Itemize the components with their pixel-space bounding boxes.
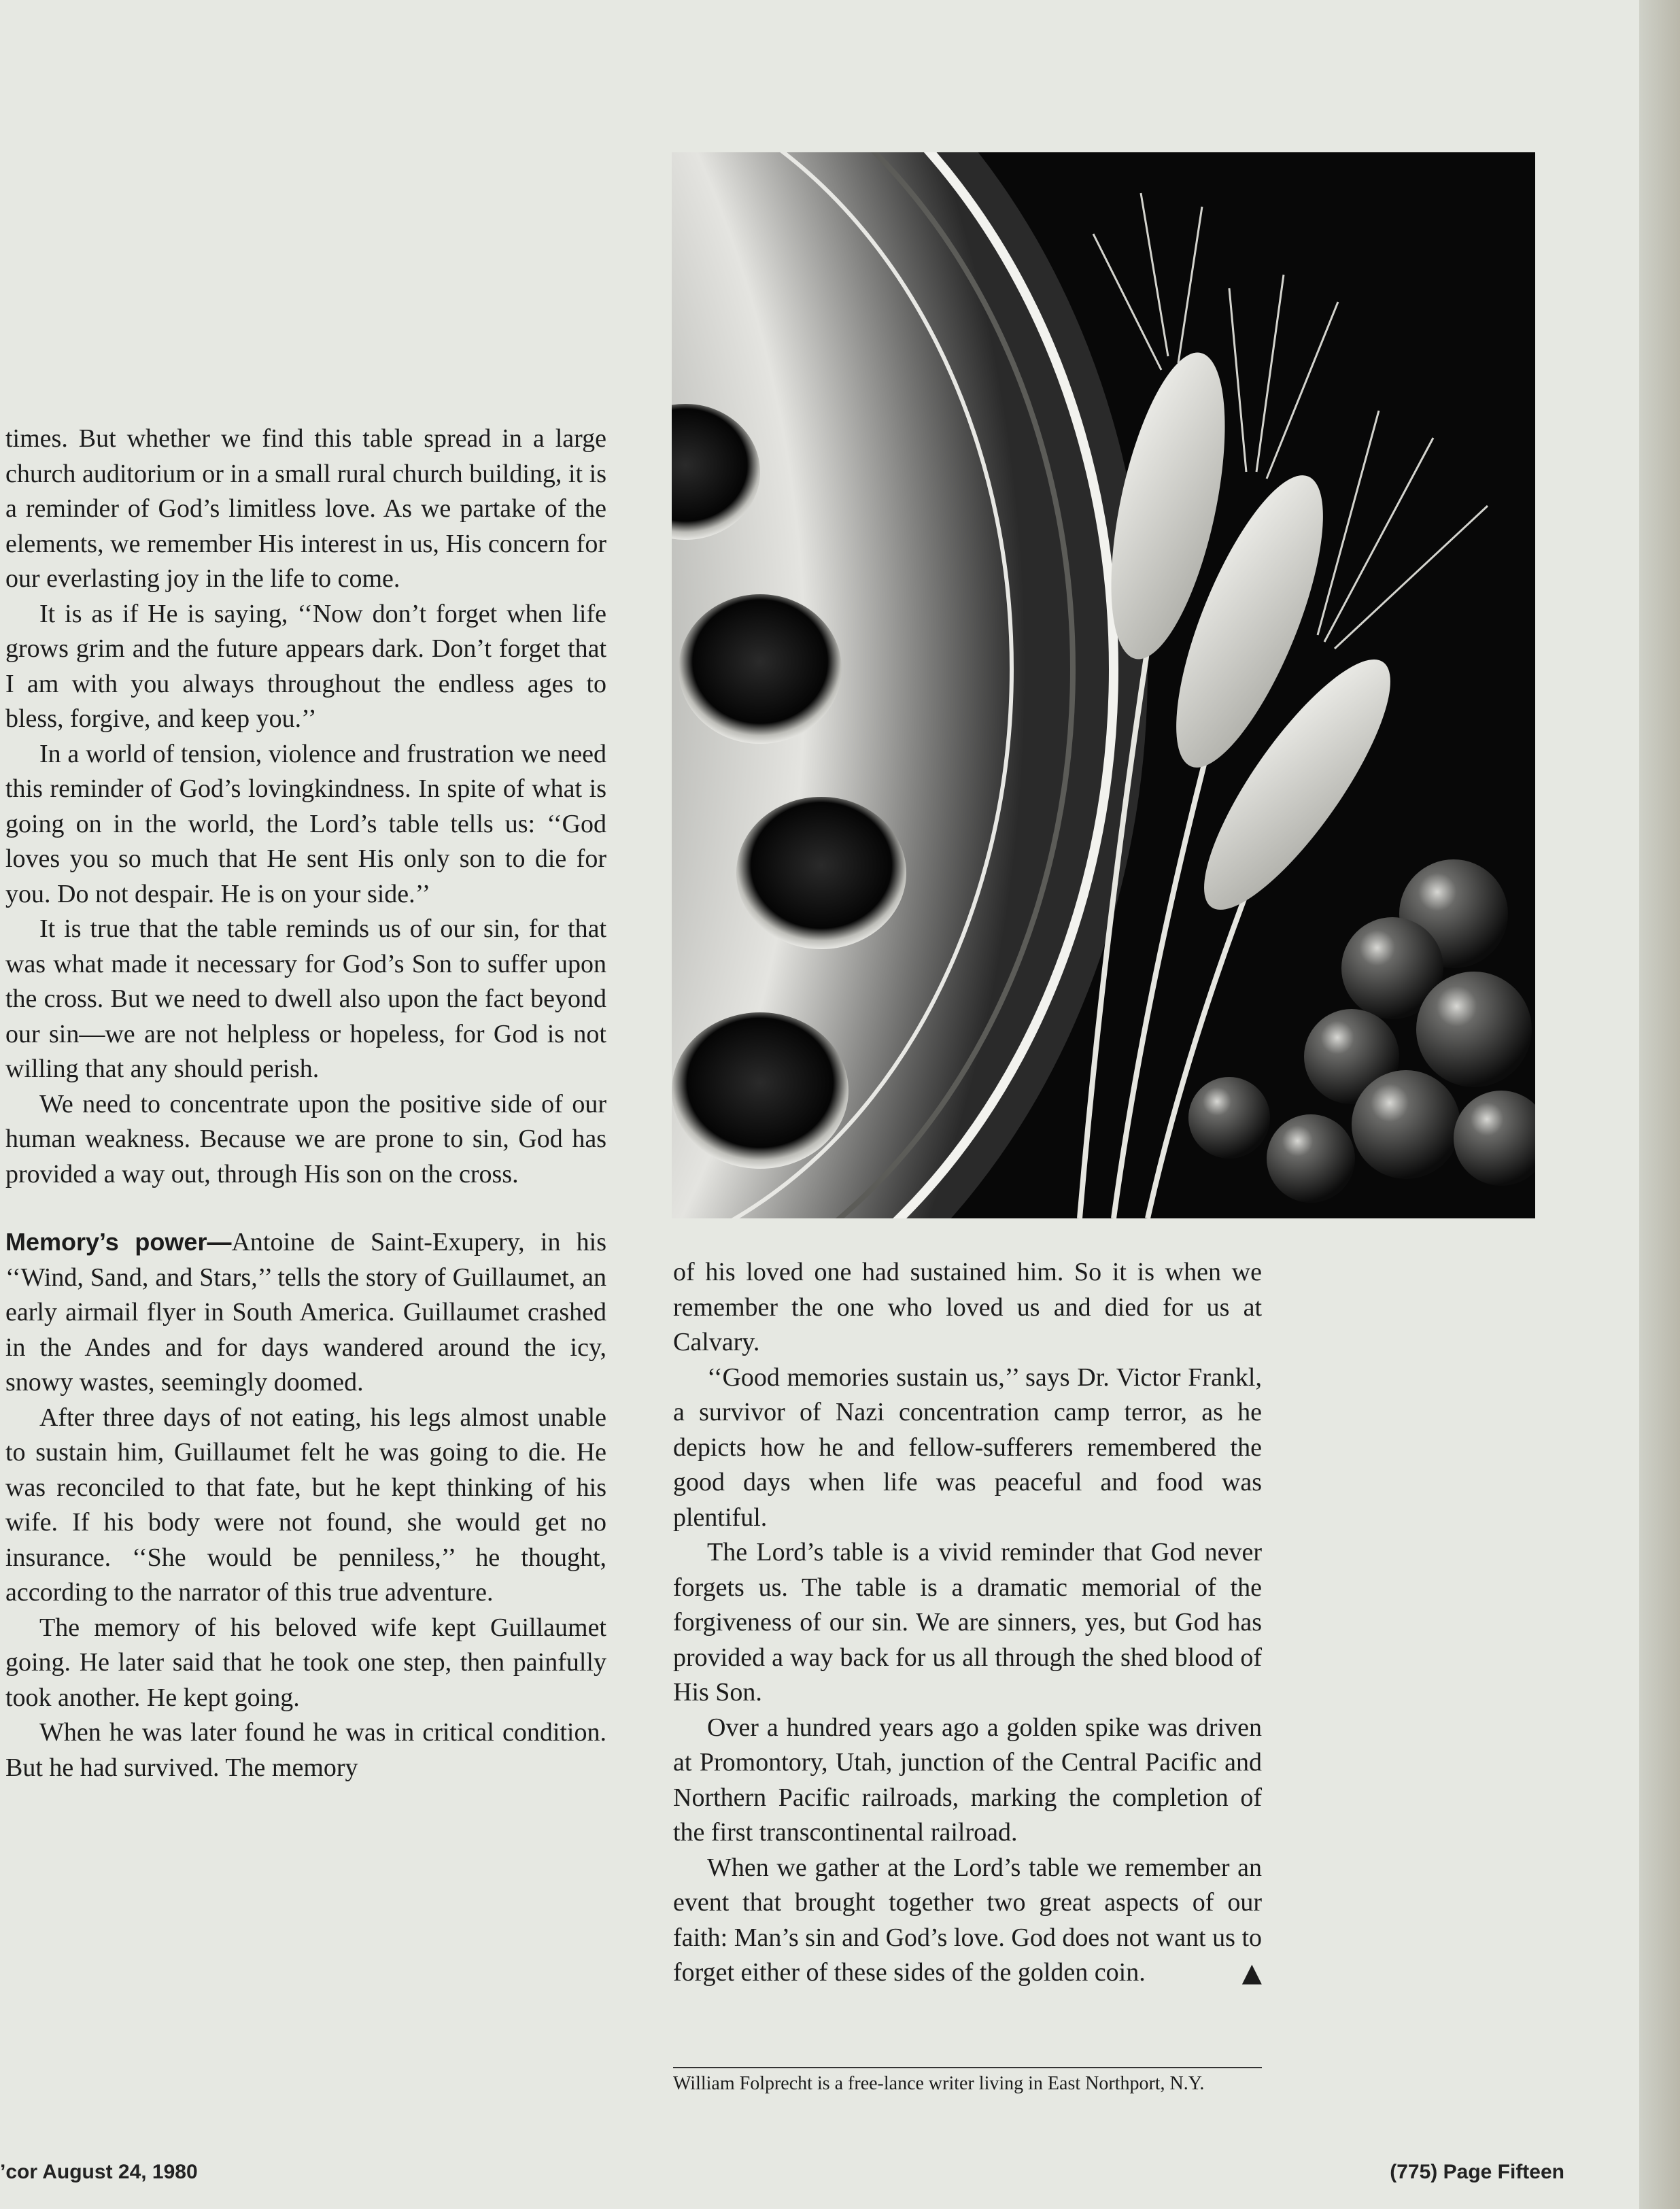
author-byline: William Folprecht is a free-lance writer living in East Northport, N.Y. bbox=[673, 2067, 1262, 2095]
section-lead-paragraph bbox=[5, 1225, 606, 1401]
paragraph: The memory of his beloved wife kept Guillaumet going. He later said that he took one step, then painfully took another. He kept going. bbox=[5, 1613, 606, 1712]
right-column bbox=[673, 1255, 1262, 1991]
paragraph: In a world of tension, violence and frustration we need this reminder of God’s lovingkindness. In spite of what is going on in the world, the Lord’s table tells us: ‘‘God loves you so much that He sent His only son to die for you. Do not despair. He is on your side.’’ bbox=[5, 739, 606, 908]
grape bbox=[1454, 1091, 1535, 1186]
section-heading: Memory’s power— bbox=[5, 1228, 232, 1256]
paragraph-text: When we gather at the Lord’s table we remember an event that brought together two great aspects of our faith: Man’s sin and God’s love. God does not want us to forget either of these sides of the golden coin. bbox=[673, 1853, 1262, 1987]
page-edge bbox=[1639, 0, 1680, 2209]
section-lead-text: Antoine de Saint-Exupery, in his ‘‘Wind, Sand, and Stars,’’ tells the story of Guillaumet, an early airmail flyer in South America. Guillaumet crashed in the Andes and for days wandered around the icy, snowy wastes, seemingly doomed. bbox=[5, 1228, 606, 1397]
communion-cup bbox=[672, 1012, 848, 1169]
grape bbox=[1267, 1114, 1355, 1203]
footer-date: ’cor August 24, 1980 bbox=[0, 2161, 198, 2183]
photo-illustration bbox=[672, 152, 1535, 1218]
wheat-heads bbox=[1089, 343, 1420, 932]
paragraph: ‘‘Good memories sustain us,’’ says Dr. Victor Frankl, a survivor of Nazi concentration camp terror, as he depicts how he and fellow-sufferers remembered the good days when life was peaceful and food was plentiful. bbox=[673, 1363, 1262, 1532]
communion-cup bbox=[679, 594, 842, 744]
paragraph: We need to concentrate upon the positive side of our human weakness. Because we are prone to sin, God has provided a way out, through His son on the cross. bbox=[5, 1089, 606, 1188]
paragraph: It is true that the table reminds us of our sin, for that was what made it necessary for God’s Son to suffer upon the cross. But we need to dwell also upon the fact beyond our sin—we are not helpless or hopeless, for God is not willing that any should perish. bbox=[5, 914, 606, 1083]
grape bbox=[1352, 1070, 1460, 1179]
communion-tray-wheat-grapes-photo bbox=[672, 152, 1535, 1218]
paragraph: The Lord’s table is a vivid reminder that God never forgets us. The table is a dramatic memorial of the forgiveness of our sin. We are sinners, yes, but God has provided a way back for us all through the shed blood of His Son. bbox=[673, 1538, 1262, 1707]
paragraph: After three days of not eating, his legs almost unable to sustain him, Guillaumet felt he was going to die. He was reconciled to that fate, but he kept thinking of his wife. If his body were not found, she would get no insurance. ‘‘She would be penniless,’’ he thought, according to the narrator of this true adventure. bbox=[5, 1403, 606, 1607]
paragraph: Over a hundred years ago a golden spike was driven at Promontory, Utah, junction of the Central Pacific and Northern Pacific railroads, marking the completion of the first transcontinental railroad. bbox=[673, 1713, 1262, 1847]
paragraph: times. But whether we find this table spread in a large church auditorium or in a small rural church building, it is a reminder of God’s limitless love. As we partake of the elements, we remember His interest in us, His concern for our everlasting joy in the life to come. bbox=[5, 424, 606, 593]
paragraph: of his loved one had sustained him. So it is when we remember the one who loved us and died for us at Calvary. bbox=[673, 1258, 1262, 1356]
end-mark-icon: ▲ bbox=[1241, 1957, 1262, 1987]
paragraph: It is as if He is saying, ‘‘Now don’t forget when life grows grim and the future appears dark. Don’t forget that I am with you always throughout the endless ages to bless, forgive, and keep you.’’ bbox=[5, 599, 606, 733]
paragraph: When he was later found he was in critical condition. But he had survived. The memory bbox=[5, 1718, 606, 1782]
grape bbox=[1416, 972, 1532, 1087]
paragraph bbox=[673, 1851, 1262, 1991]
left-column bbox=[5, 422, 606, 1785]
footer-page-number: (775) Page Fifteen bbox=[1390, 2161, 1564, 2183]
communion-cup bbox=[736, 797, 906, 949]
grape bbox=[1188, 1077, 1270, 1159]
